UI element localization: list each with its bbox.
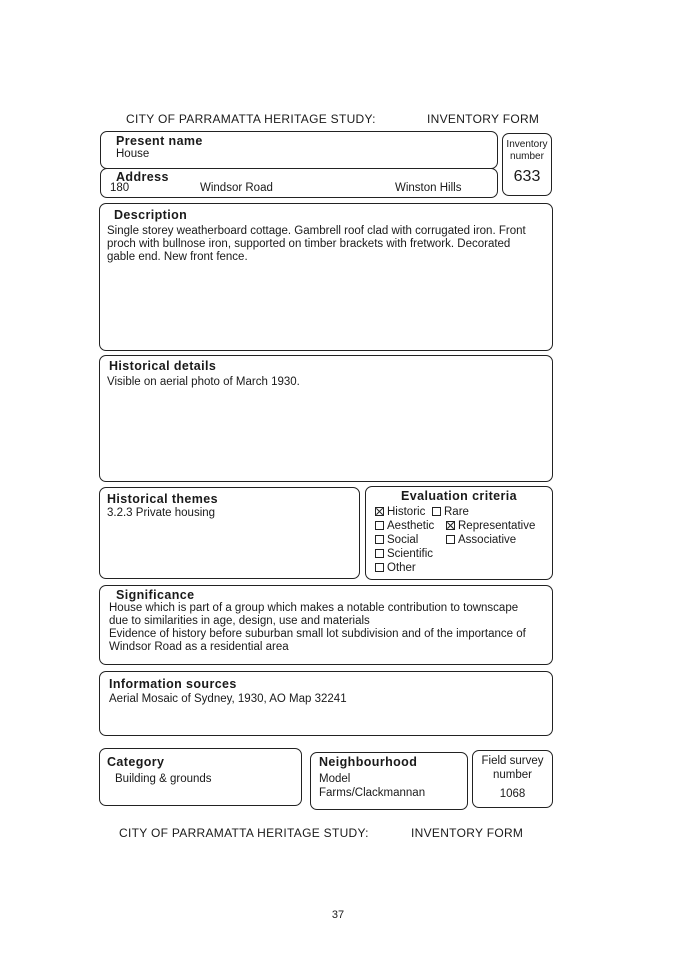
- evaluation-criteria-label: Evaluation criteria: [401, 489, 517, 503]
- checkbox-rare[interactable]: [432, 507, 441, 516]
- checkbox-representative[interactable]: [446, 521, 455, 530]
- footer-form-label: INVENTORY FORM: [411, 826, 524, 840]
- neighbourhood-box: [310, 752, 468, 810]
- criterion-social: Social: [375, 534, 418, 546]
- criterion-historic: Historic: [375, 506, 425, 518]
- historical-themes-text: 3.2.3 Private housing: [107, 507, 216, 519]
- neighbourhood-label: Neighbourhood: [319, 755, 418, 769]
- footer-title: CITY OF PARRAMATTA HERITAGE STUDY:: [119, 826, 369, 840]
- criterion-associative: Associative: [446, 534, 516, 546]
- field-survey-label-line2: number: [493, 769, 532, 781]
- historical-details-text: Visible on aerial photo of March 1930.: [107, 376, 300, 388]
- inventory-label-line1: Inventory: [506, 139, 548, 150]
- checkbox-associative[interactable]: [446, 535, 455, 544]
- header-title: CITY OF PARRAMATTA HERITAGE STUDY:: [126, 112, 376, 126]
- information-sources-label: Information sources: [109, 677, 237, 691]
- neighbourhood-line-2: Farms/Clackmannan: [319, 787, 426, 799]
- field-survey-label-line1: Field survey: [481, 755, 544, 767]
- description-line-1: Single storey weatherboard cottage. Gambrell roof clad with corrugated iron. Front: [107, 225, 526, 237]
- category-label: Category: [107, 755, 165, 769]
- header-form-label: INVENTORY FORM: [427, 112, 540, 126]
- inventory-label-line2: number: [510, 151, 544, 162]
- address-street: Windsor Road: [200, 182, 273, 194]
- significance-line-1: House which is part of a group which makes a notable contribution to townscape: [109, 602, 519, 614]
- significance-line-3: Evidence of history before suburban small lot subdivision and of the importance of: [109, 628, 526, 640]
- checkbox-scientific[interactable]: [375, 549, 384, 558]
- evaluation-criteria-box: [365, 486, 553, 580]
- neighbourhood-line-1: Model: [319, 773, 351, 785]
- description-box: [99, 203, 553, 351]
- page-number: 37: [331, 909, 345, 921]
- inventory-number-box: [502, 133, 552, 196]
- address-label: Address: [116, 170, 169, 184]
- category-value: Building & grounds: [115, 773, 212, 785]
- present-name-label: Present name: [116, 134, 203, 148]
- address-box: [100, 168, 498, 198]
- description-line-3: gable end. New front fence.: [107, 251, 248, 263]
- historical-themes-box: [99, 487, 360, 579]
- present-name-value: House: [116, 148, 150, 160]
- significance-line-2: due to similarities in age, design, use and materials: [109, 615, 370, 627]
- address-number: 180: [110, 182, 130, 194]
- historical-details-label: Historical details: [109, 359, 217, 373]
- field-survey-number-value: 1068: [499, 788, 526, 800]
- checkbox-historic[interactable]: [375, 507, 384, 516]
- significance-box: [99, 585, 553, 665]
- category-box: [99, 748, 302, 806]
- checkbox-aesthetic[interactable]: [375, 521, 384, 530]
- significance-label: Significance: [116, 588, 195, 602]
- historical-details-box: [99, 355, 553, 482]
- criterion-other: Other: [375, 562, 416, 574]
- information-sources-text: Aerial Mosaic of Sydney, 1930, AO Map 32241: [109, 693, 347, 705]
- present-name-box: [100, 131, 498, 169]
- checkbox-social[interactable]: [375, 535, 384, 544]
- criterion-scientific: Scientific: [375, 548, 433, 560]
- criterion-aesthetic: Aesthetic: [375, 520, 434, 532]
- checkbox-other[interactable]: [375, 563, 384, 572]
- criterion-representative: Representative: [446, 520, 535, 532]
- inventory-number-value: 633: [513, 168, 541, 185]
- field-survey-box: [472, 750, 553, 808]
- description-line-2: proch with bullnose iron, supported on timber brackets with fretwork. Decorated: [107, 238, 511, 250]
- historical-themes-label: Historical themes: [107, 492, 219, 506]
- criterion-rare: Rare: [432, 506, 469, 518]
- description-label: Description: [114, 208, 188, 222]
- significance-line-4: Windsor Road as a residential area: [109, 641, 289, 653]
- address-suburb: Winston Hills: [395, 182, 462, 194]
- information-sources-box: [99, 671, 553, 736]
